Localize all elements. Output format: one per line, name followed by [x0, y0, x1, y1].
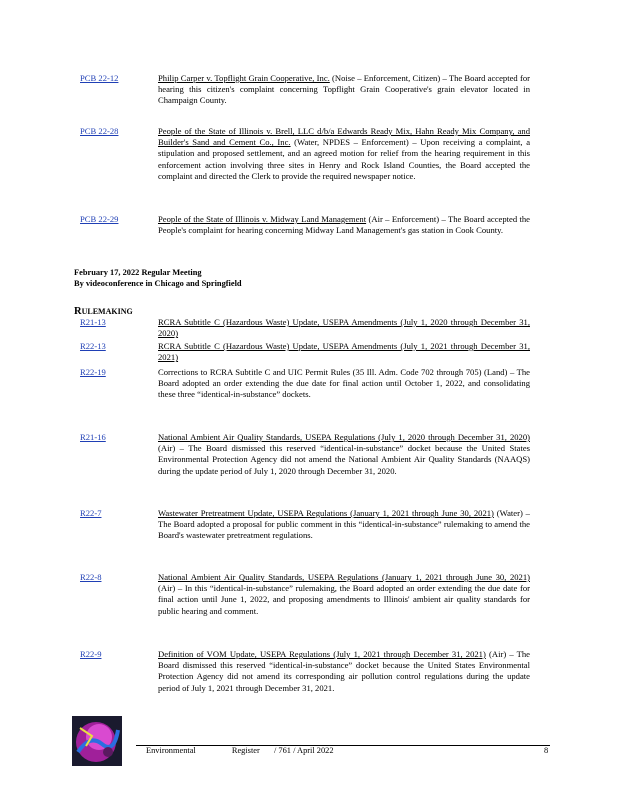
case-summary: (Noise – Enforcement, Citizen) – The Board accepted for hearing this citizen's complaint concerning Topflight Grain Cooperative's grain elevator located in Champaign County.: [158, 73, 530, 106]
case-title: People of the State of Illinois v. Brell, LLC d/b/a Edwards Ready Mix, Hahn Ready Mix Company, and Builder's Sand and Cement Co., Inc.: [158, 126, 530, 148]
rulemaking-title: National Ambient Air Quality Standards, USEPA Regulations (July 1, 2020 through December 31, 2020): [158, 432, 530, 442]
rulemaking-summary: (Water) – The Board adopted a proposal for public comment in this “identical-in-substance” rulemaking to amend the Board's wastewater pretreatment regulations.: [158, 508, 530, 541]
docket-link[interactable]: R22-19: [80, 367, 106, 377]
rulemaking-title: Definition of VOM Update, USEPA Regulations (July 1, 2021 through December 31, 2021): [158, 649, 486, 659]
rulemaking-summary: (Air) – In this “identical-in-substance” rulemaking, the Board adopted an order extending the due date for final action until June 1, 2022, and proposing amendments to Illinois' ambient air quality standards for public hearing and comment.: [158, 583, 530, 616]
case-summary: (Water, NPDES – Enforcement) – Upon receiving a complaint, a stipulation and proposed settlement, and an agreed motion for relief from the hearing requirement in this enforcement action involving three sites in Henry and Rock Island Counties, the Board accepted the complaint and directed the Clerk to provide the required newspaper notice.: [158, 137, 531, 181]
rulemaking-description: [158, 432, 530, 477]
docket-link[interactable]: R21-16: [80, 432, 106, 442]
docket-link[interactable]: R21-13: [80, 317, 106, 327]
page-number: 8: [544, 746, 549, 755]
docket-link[interactable]: R22-9: [80, 649, 102, 659]
rulemaking-title: RCRA Subtitle C (Hazardous Waste) Update, USEPA Amendments (July 1, 2021 through December 31, 2021): [158, 341, 530, 363]
rulemaking-title: National Ambient Air Quality Standards, USEPA Regulations (January 1, 2021 through June 30, 2021): [158, 572, 530, 582]
case-summary: (Air – Enforcement) – The Board accepted the People's complaint for hearing concerning Midway Land Management's gas station in Cook County.: [158, 214, 530, 236]
rulemaking-description: [158, 508, 530, 542]
case-title: People of the State of Illinois v. Midway Land Management: [158, 214, 367, 224]
rulemaking-title: RCRA Subtitle C (Hazardous Waste) Update, USEPA Amendments (July 1, 2020 through December 31, 2020): [158, 317, 530, 339]
footer-publication: Environmental Register: [146, 746, 260, 755]
meeting-heading: [74, 268, 242, 289]
rulemaking-summary: (Air) – The Board dismissed this reserved “identical-in-substance” docket because the United States Environmental Protection Agency did not amend its corresponding air pollution control regulations during the update period of July 1, 2021 through December 31, 2021.: [158, 649, 530, 693]
rulemaking-description: [158, 649, 530, 694]
publication-logo: [72, 716, 122, 766]
docket-link[interactable]: PCB 22-12: [80, 73, 119, 83]
section-heading-rulemaking: RULEMAKING: [74, 306, 133, 317]
rulemaking-description: [158, 317, 530, 401]
docket-link[interactable]: PCB 22-28: [80, 126, 119, 136]
docket-link[interactable]: R22-13: [80, 341, 106, 351]
case-description: [158, 73, 530, 107]
meeting-location: By videoconference in Chicago and Springfield: [74, 278, 242, 288]
rulemaking-title: Wastewater Pretreatment Update, USEPA Regulations (January 1, 2021 through June 30, 2021): [158, 508, 494, 518]
docket-link[interactable]: R22-8: [80, 572, 102, 582]
rulemaking-summary: (Air) – The Board dismissed this reserved “identical-in-substance” docket because the United States Environmental Protection Agency did not amend the National Ambient Air Quality Standards (NAAQS) during the update period of July 1, 2020 through December 31, 2020.: [158, 443, 530, 476]
docket-link[interactable]: PCB 22-29: [80, 214, 119, 224]
meeting-date: February 17, 2022 Regular Meeting: [74, 268, 202, 277]
docket-link[interactable]: R22-7: [80, 508, 102, 518]
rulemaking-summary: Corrections to RCRA Subtitle C and UIC Permit Rules (35 Ill. Adm. Code 702 through 705) (Land) – The Board adopted an order extending the due date for final action until October 1, 2022, and consolidating these three “identical-in-substance” dockets.: [158, 367, 530, 400]
case-description: [158, 126, 530, 182]
footer-issue: / 761 / April 2022: [274, 746, 334, 755]
case-title: Philip Carper v. Topflight Grain Cooperative, Inc.: [158, 73, 330, 83]
case-description: [158, 214, 530, 236]
rulemaking-description: [158, 572, 530, 617]
